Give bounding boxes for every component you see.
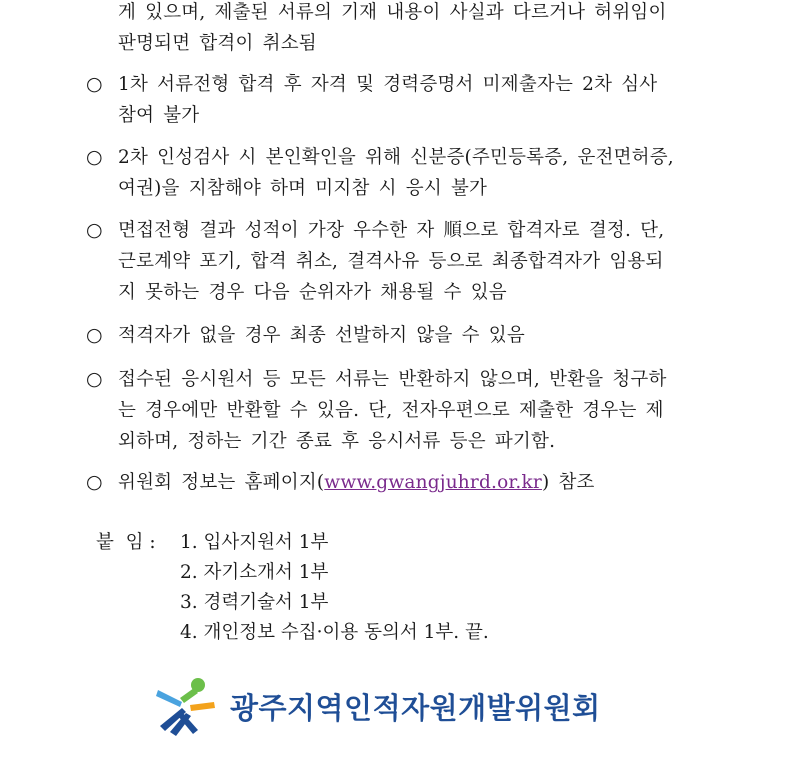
attachment-entry: 3. 경력기술서 1부 bbox=[180, 592, 329, 613]
organization-name: 광주지역인적자원개발위원회 bbox=[230, 691, 601, 725]
notice-line: 는 경우에만 반환할 수 있음. 단, 전자우편으로 제출한 경우는 제 bbox=[118, 400, 664, 421]
notice-line: 참여 불가 bbox=[118, 105, 200, 126]
homepage-prefix: 위원회 정보는 홈페이지( bbox=[118, 472, 325, 493]
notice-line: 접수된 응시원서 등 모든 서류는 반환하지 않으며, 반환을 청구하 bbox=[118, 369, 667, 390]
notice-line: 면접전형 결과 성적이 가장 우수한 자 順으로 합격자로 결정. 단, bbox=[118, 220, 665, 241]
notice-line: 근로계약 포기, 합격 취소, 결격사유 등으로 최종합격자가 임용되 bbox=[118, 251, 664, 272]
attachment-entry: 1. 입사지원서 1부 bbox=[180, 532, 329, 553]
notice-item-no-candidate bbox=[86, 320, 726, 351]
notice-line: 적격자가 없을 경우 최종 선발하지 않을 수 있음 bbox=[118, 325, 525, 346]
organization-logo bbox=[152, 672, 652, 738]
notice-item-interview-result bbox=[86, 215, 726, 308]
notice-item-document-submission bbox=[86, 69, 726, 131]
organization-emblem-icon bbox=[152, 672, 224, 738]
homepage-suffix: ) 참조 bbox=[541, 472, 595, 493]
notice-line: 1차 서류전형 합격 후 자격 및 경력증명서 미제출자는 2차 심사 bbox=[118, 74, 658, 95]
attachments-label: 붙 임 : bbox=[96, 532, 156, 553]
circle-bullet-icon: ○ bbox=[86, 368, 103, 390]
attachment-entry: 2. 자기소개서 1부 bbox=[180, 562, 329, 583]
circle-bullet-icon: ○ bbox=[86, 219, 103, 241]
notice-line: 게 있으며, 제출된 서류의 기재 내용이 사실과 다르거나 허위임이 bbox=[118, 2, 667, 23]
notice-line: 지 못하는 경우 다음 순위자가 채용될 수 있음 bbox=[118, 282, 507, 303]
homepage-link[interactable]: www.gwangjuhrd.or.kr bbox=[324, 472, 542, 493]
notice-line: 외하며, 정하는 기간 종료 후 응시서류 등은 파기함. bbox=[118, 431, 556, 452]
notice-item-continuation bbox=[86, 0, 726, 59]
notice-item-id-check bbox=[86, 142, 726, 204]
circle-bullet-icon: ○ bbox=[86, 73, 103, 95]
attachment-entry: 4. 개인정보 수집·이용 동의서 1부. 끝. bbox=[180, 622, 489, 643]
circle-bullet-icon: ○ bbox=[86, 146, 103, 168]
attachments-list bbox=[180, 528, 489, 648]
notice-line: 여권)을 지참해야 하며 미지참 시 응시 불가 bbox=[118, 178, 488, 199]
notice-item-document-return bbox=[86, 364, 726, 457]
notice-line: 판명되면 합격이 취소됨 bbox=[118, 33, 317, 54]
notice-item-homepage bbox=[86, 467, 726, 498]
notice-line: 2차 인성검사 시 본인확인을 위해 신분증(주민등록증, 운전면허증, bbox=[118, 147, 674, 168]
circle-bullet-icon: ○ bbox=[86, 471, 103, 493]
circle-bullet-icon: ○ bbox=[86, 324, 103, 346]
